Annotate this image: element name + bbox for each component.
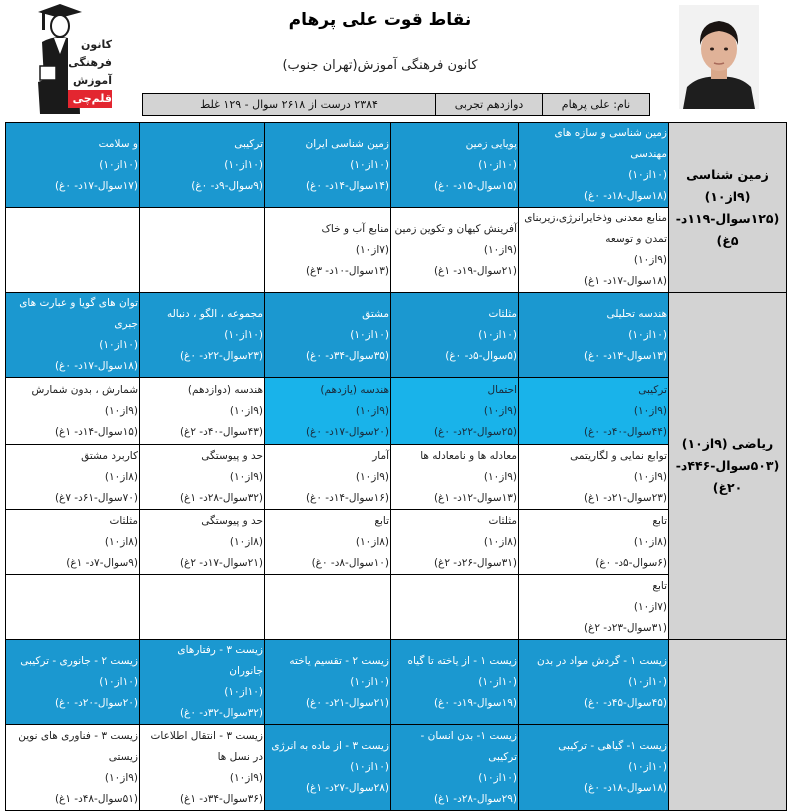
topic-score: (۸از۱۰) xyxy=(229,535,263,548)
subject-label-line: ریاضی (۹از۱۰) xyxy=(681,436,774,451)
topic-cell xyxy=(519,123,669,208)
topic-score: (۸از۱۰) xyxy=(104,470,138,483)
logo-text-4: قلم‌چی xyxy=(68,90,112,108)
topic-stats: (۳۱سوال-۲۳د- ۲غ) xyxy=(583,621,667,634)
topic-cell xyxy=(140,725,265,811)
topic-cell xyxy=(519,725,669,811)
topic-title: تابع xyxy=(374,514,389,527)
overall-stats: ۲۳۸۴ درست از ۲۶۱۸ سوال - ۱۲۹ غلط xyxy=(200,98,378,111)
topic-score: (۹از۱۰) xyxy=(355,470,389,483)
topic-score: (۹از۱۰) xyxy=(633,470,667,483)
table-row xyxy=(6,293,787,378)
topic-stats: (۱۷سوال-۱۷د- ۰غ) xyxy=(54,179,138,192)
topic-title: ترکیبی xyxy=(638,383,667,396)
topic-title: مثلثات xyxy=(109,514,138,527)
topic-cell xyxy=(391,293,519,378)
topic-cell xyxy=(391,640,519,725)
topic-title: زمین شناسی و سازه های مهندسی xyxy=(554,127,667,160)
topic-cell xyxy=(140,510,265,575)
strengths-table xyxy=(5,122,787,811)
topic-cell xyxy=(391,378,519,445)
topic-title: شمارش ، بدون شمارش xyxy=(31,383,138,396)
topic-score: (۱۰از۱۰) xyxy=(224,686,263,698)
topic-title: تابع xyxy=(652,579,667,592)
topic-title: زیست ۱- گیاهی - ترکیبی xyxy=(558,740,667,752)
topic-title: مشتق xyxy=(362,307,389,320)
topic-stats: (۴۵سوال-۴۵د- ۰غ) xyxy=(583,696,667,709)
logo-text-2: فرهنگی xyxy=(68,56,112,69)
topic-score: (۱۰از۱۰) xyxy=(478,328,517,341)
topic-score: (۱۰از۱۰) xyxy=(350,761,389,773)
topic-title: هندسه تحلیلی xyxy=(606,307,667,320)
topic-cell xyxy=(391,725,519,811)
topic-stats: (۳۲سوال-۳۲د- ۰غ) xyxy=(179,707,263,719)
topic-stats: (۲۰سوال-۲۰د- ۰غ) xyxy=(54,696,138,709)
logo-text-3: آموزش xyxy=(73,74,112,87)
topic-stats: (۲۳سوال-۲۲د- ۰غ) xyxy=(179,349,263,362)
student-photo xyxy=(679,5,759,109)
topic-score: (۷از۱۰) xyxy=(633,600,667,613)
subject-label xyxy=(669,123,787,293)
topic-stats: (۲۰سوال-۱۷د- ۰غ) xyxy=(305,425,389,438)
topic-cell xyxy=(140,575,265,640)
topic-score: (۱۰از۱۰) xyxy=(628,761,667,773)
topic-cell xyxy=(140,445,265,510)
topic-score: (۱۰از۱۰) xyxy=(350,675,389,688)
topic-cell xyxy=(6,510,140,575)
topic-title: پویایی زمین xyxy=(465,137,517,150)
topic-cell xyxy=(6,208,140,293)
topic-cell xyxy=(519,445,669,510)
topic-score: (۹از۱۰) xyxy=(104,404,138,417)
topic-stats: (۲۱سوال-۱۷د- ۲غ) xyxy=(179,556,263,569)
topic-score: (۱۰از۱۰) xyxy=(350,158,389,171)
topic-cell xyxy=(265,510,391,575)
subject-label xyxy=(669,640,787,811)
topic-title: مثلثات xyxy=(488,514,517,527)
topic-score: (۱۰از۱۰) xyxy=(99,675,138,688)
topic-stats: (۳۲سوال-۲۸د- ۱غ) xyxy=(179,491,263,504)
topic-score: (۹از۱۰) xyxy=(104,771,138,784)
topic-cell xyxy=(265,725,391,811)
subject-label-line: ۲۰غ) xyxy=(712,480,743,495)
topic-title: زیست ۳ - رفتارهای جانوران xyxy=(177,644,263,677)
topic-cell xyxy=(140,208,265,293)
topic-cell xyxy=(140,378,265,445)
topic-score: (۹از۱۰) xyxy=(483,470,517,483)
topic-title: زیست ۲ - تقسیم یاخته xyxy=(289,654,389,667)
topic-cell xyxy=(6,293,140,378)
topic-title: کاربرد مشتق xyxy=(81,449,138,462)
student-name: نام: علی پرهام xyxy=(542,94,649,115)
topic-title: ترکیبی xyxy=(234,137,263,150)
logo-text-1: کانون xyxy=(81,38,112,51)
topic-title: احتمال xyxy=(487,383,517,396)
topic-title: زیست ۲ - جانوری - ترکیبی xyxy=(20,654,138,667)
topic-cell xyxy=(391,575,519,640)
topic-stats: (۹سوال-۹د- ۰غ) xyxy=(191,179,263,192)
topic-title: منابع آب و خاک xyxy=(321,222,389,235)
topic-title: حد و پیوستگی xyxy=(201,514,263,527)
topic-stats: (۲۸سوال-۲۷د- ۱غ) xyxy=(305,782,389,794)
topic-cell xyxy=(519,575,669,640)
topic-score: (۱۰از۱۰) xyxy=(478,771,517,784)
topic-score: (۹از۱۰) xyxy=(229,404,263,417)
topic-cell xyxy=(265,378,391,445)
topic-stats: (۲۳سوال-۲۱د- ۱غ) xyxy=(583,491,667,504)
topic-score: (۱۰از۱۰) xyxy=(478,675,517,688)
topic-title: زیست ۳ - فناوری های نوین زیستی xyxy=(18,729,138,763)
topic-stats: (۱۰سوال-۸د- ۰غ) xyxy=(311,556,389,569)
topic-cell xyxy=(391,208,519,293)
topic-stats: (۳۵سوال-۳۴د- ۰غ) xyxy=(305,349,389,362)
topic-cell xyxy=(6,640,140,725)
topic-cell xyxy=(519,510,669,575)
topic-stats: (۱۶سوال-۱۴د- ۰غ) xyxy=(305,491,389,504)
student-info-bar xyxy=(142,93,650,116)
page-title: نقاط قوت علی پرهام xyxy=(288,10,472,30)
topic-cell xyxy=(265,445,391,510)
topic-stats: (۱۳سوال-۱۳د- ۰غ) xyxy=(583,349,667,362)
topic-cell xyxy=(265,640,391,725)
topic-cell xyxy=(519,640,669,725)
topic-stats: (۵سوال-۵د- ۰غ) xyxy=(445,349,517,362)
topic-title: زمین شناسی ایران xyxy=(305,137,389,150)
topic-cell xyxy=(140,123,265,208)
topic-stats: (۷۰سوال-۶۱د- ۷غ) xyxy=(54,491,138,504)
topic-cell xyxy=(6,378,140,445)
topic-score: (۹از۱۰) xyxy=(483,243,517,256)
topic-stats: (۳۱سوال-۲۶د- ۲غ) xyxy=(433,556,517,569)
topic-title: منابع معدنی وذخایرانرژی،زیربنای تمدن و توسعه xyxy=(524,212,667,245)
topic-title: آفرینش کیهان و تکوین زمین xyxy=(394,222,517,235)
topic-title: توابع نمایی و لگاریتمی xyxy=(570,449,667,462)
topic-cell xyxy=(265,293,391,378)
topic-title: زیست ۳ - انتقال اطلاعات در نسل ها xyxy=(150,729,263,763)
topic-stats: (۱۸سوال-۱۷د- ۰غ) xyxy=(54,360,138,372)
topic-stats: (۱۵سوال-۱۵د- ۰غ) xyxy=(433,179,517,192)
table-row xyxy=(6,640,787,725)
topic-stats: (۳۶سوال-۳۴د- ۱غ) xyxy=(179,792,263,805)
topic-score: (۱۰از۱۰) xyxy=(99,339,138,351)
topic-cell xyxy=(6,123,140,208)
topic-score: (۹از۱۰) xyxy=(355,404,389,417)
topic-stats: (۱۳سوال-۱۰د- ۳غ) xyxy=(305,264,389,277)
topic-title: مثلثات xyxy=(488,307,517,320)
subject-label-line: زمین شناسی (۹از۱۰) xyxy=(686,166,769,204)
topic-stats: (۲۵سوال-۲۲د- ۰غ) xyxy=(433,425,517,438)
topic-cell xyxy=(6,575,140,640)
topic-stats: (۲۱سوال-۲۱د- ۰غ) xyxy=(305,696,389,709)
topic-cell xyxy=(265,123,391,208)
topic-score: (۹از۱۰) xyxy=(229,470,263,483)
topic-stats: (۲۹سوال-۲۸د- ۱غ) xyxy=(433,792,517,805)
topic-score: (۱۰از۱۰) xyxy=(99,158,138,171)
topic-stats: (۵۱سوال-۴۸د- ۱غ) xyxy=(54,792,138,805)
topic-stats: (۱۸سوال-۱۸د- ۰غ) xyxy=(583,782,667,794)
topic-stats: (۱۴سوال-۱۴د- ۰غ) xyxy=(305,179,389,192)
topic-cell xyxy=(391,445,519,510)
page-subtitle: کانون فرهنگی آموزش(تهران جنوب) xyxy=(282,58,478,73)
topic-stats: (۱۹سوال-۱۹د- ۰غ) xyxy=(433,696,517,709)
topic-cell xyxy=(265,575,391,640)
subject-label-line: (۱۲۵سوال-۱۱۹د- ۵غ) xyxy=(675,210,780,248)
topic-stats: (۱۸سوال-۱۸د- ۰غ) xyxy=(583,190,667,202)
topic-cell xyxy=(391,123,519,208)
topic-score: (۹از۱۰) xyxy=(633,404,667,417)
topic-score: (۱۰از۱۰) xyxy=(628,169,667,181)
topic-cell xyxy=(140,640,265,725)
kanoon-logo xyxy=(32,2,112,114)
topic-title: توان های گویا و عبارت های جبری xyxy=(19,297,138,330)
topic-stats: (۴۳سوال-۴۰د- ۲غ) xyxy=(179,425,263,438)
topic-score: (۷از۱۰) xyxy=(355,243,389,256)
topic-title: تابع xyxy=(652,514,667,527)
topic-stats: (۱۵سوال-۱۴د- ۱غ) xyxy=(54,425,138,438)
topic-score: (۱۰از۱۰) xyxy=(224,328,263,341)
topic-score: (۸از۱۰) xyxy=(483,535,517,548)
topic-score: (۱۰از۱۰) xyxy=(350,328,389,341)
topic-score: (۹از۱۰) xyxy=(229,771,263,784)
topic-score: (۸از۱۰) xyxy=(633,535,667,548)
topic-cell xyxy=(6,725,140,811)
topic-cell xyxy=(140,293,265,378)
topic-score: (۸از۱۰) xyxy=(355,535,389,548)
topic-score: (۹از۱۰) xyxy=(633,254,667,266)
topic-score: (۱۰از۱۰) xyxy=(224,158,263,171)
topic-stats: (۱۳سوال-۱۲د- ۱غ) xyxy=(433,491,517,504)
topic-title: زیست ۱ - از یاخته تا گیاه xyxy=(407,654,517,667)
topic-title: و سلامت xyxy=(98,137,138,150)
topic-title: هندسه (یازدهم) xyxy=(320,383,389,396)
topic-title: زیست ۱- بدن انسان - ترکیبی xyxy=(420,729,517,763)
table-row xyxy=(6,123,787,208)
student-grade: دوازدهم تجربی xyxy=(435,94,542,115)
topic-cell xyxy=(519,208,669,293)
topic-score: (۹از۱۰) xyxy=(483,404,517,417)
topic-title: آمار xyxy=(372,449,389,462)
topic-title: معادله ها و نامعادله ها xyxy=(420,449,517,462)
topic-stats: (۶سوال-۵د- ۰غ) xyxy=(595,556,667,569)
topic-cell xyxy=(519,293,669,378)
subject-label xyxy=(669,293,787,640)
topic-cell xyxy=(519,378,669,445)
topic-title: مجموعه ، الگو ، دنباله xyxy=(166,307,263,320)
subject-label-line: (۵۰۳سوال-۴۴۶د- xyxy=(675,458,780,473)
avatar-icon xyxy=(679,5,759,109)
topic-title: هندسه (دوازدهم) xyxy=(187,383,263,396)
topic-title: حد و پیوستگی xyxy=(201,449,263,462)
topic-stats: (۱۸سوال-۱۷د- ۱غ) xyxy=(583,275,667,287)
topic-stats: (۹سوال-۷د- ۱غ) xyxy=(66,556,138,569)
topic-cell xyxy=(6,445,140,510)
topic-cell xyxy=(265,208,391,293)
topic-title: زیست ۱ - گردش مواد در بدن xyxy=(537,654,667,667)
topic-score: (۸از۱۰) xyxy=(104,535,138,548)
topic-stats: (۲۱سوال-۱۹د- ۱غ) xyxy=(433,264,517,277)
topic-score: (۱۰از۱۰) xyxy=(478,158,517,171)
topic-score: (۱۰از۱۰) xyxy=(628,675,667,688)
topic-cell xyxy=(391,510,519,575)
topic-title: زیست ۳ - از ماده به انرژی xyxy=(271,740,389,752)
topic-score: (۱۰از۱۰) xyxy=(628,328,667,341)
topic-stats: (۴۴سوال-۴۰د- ۰غ) xyxy=(583,425,667,438)
